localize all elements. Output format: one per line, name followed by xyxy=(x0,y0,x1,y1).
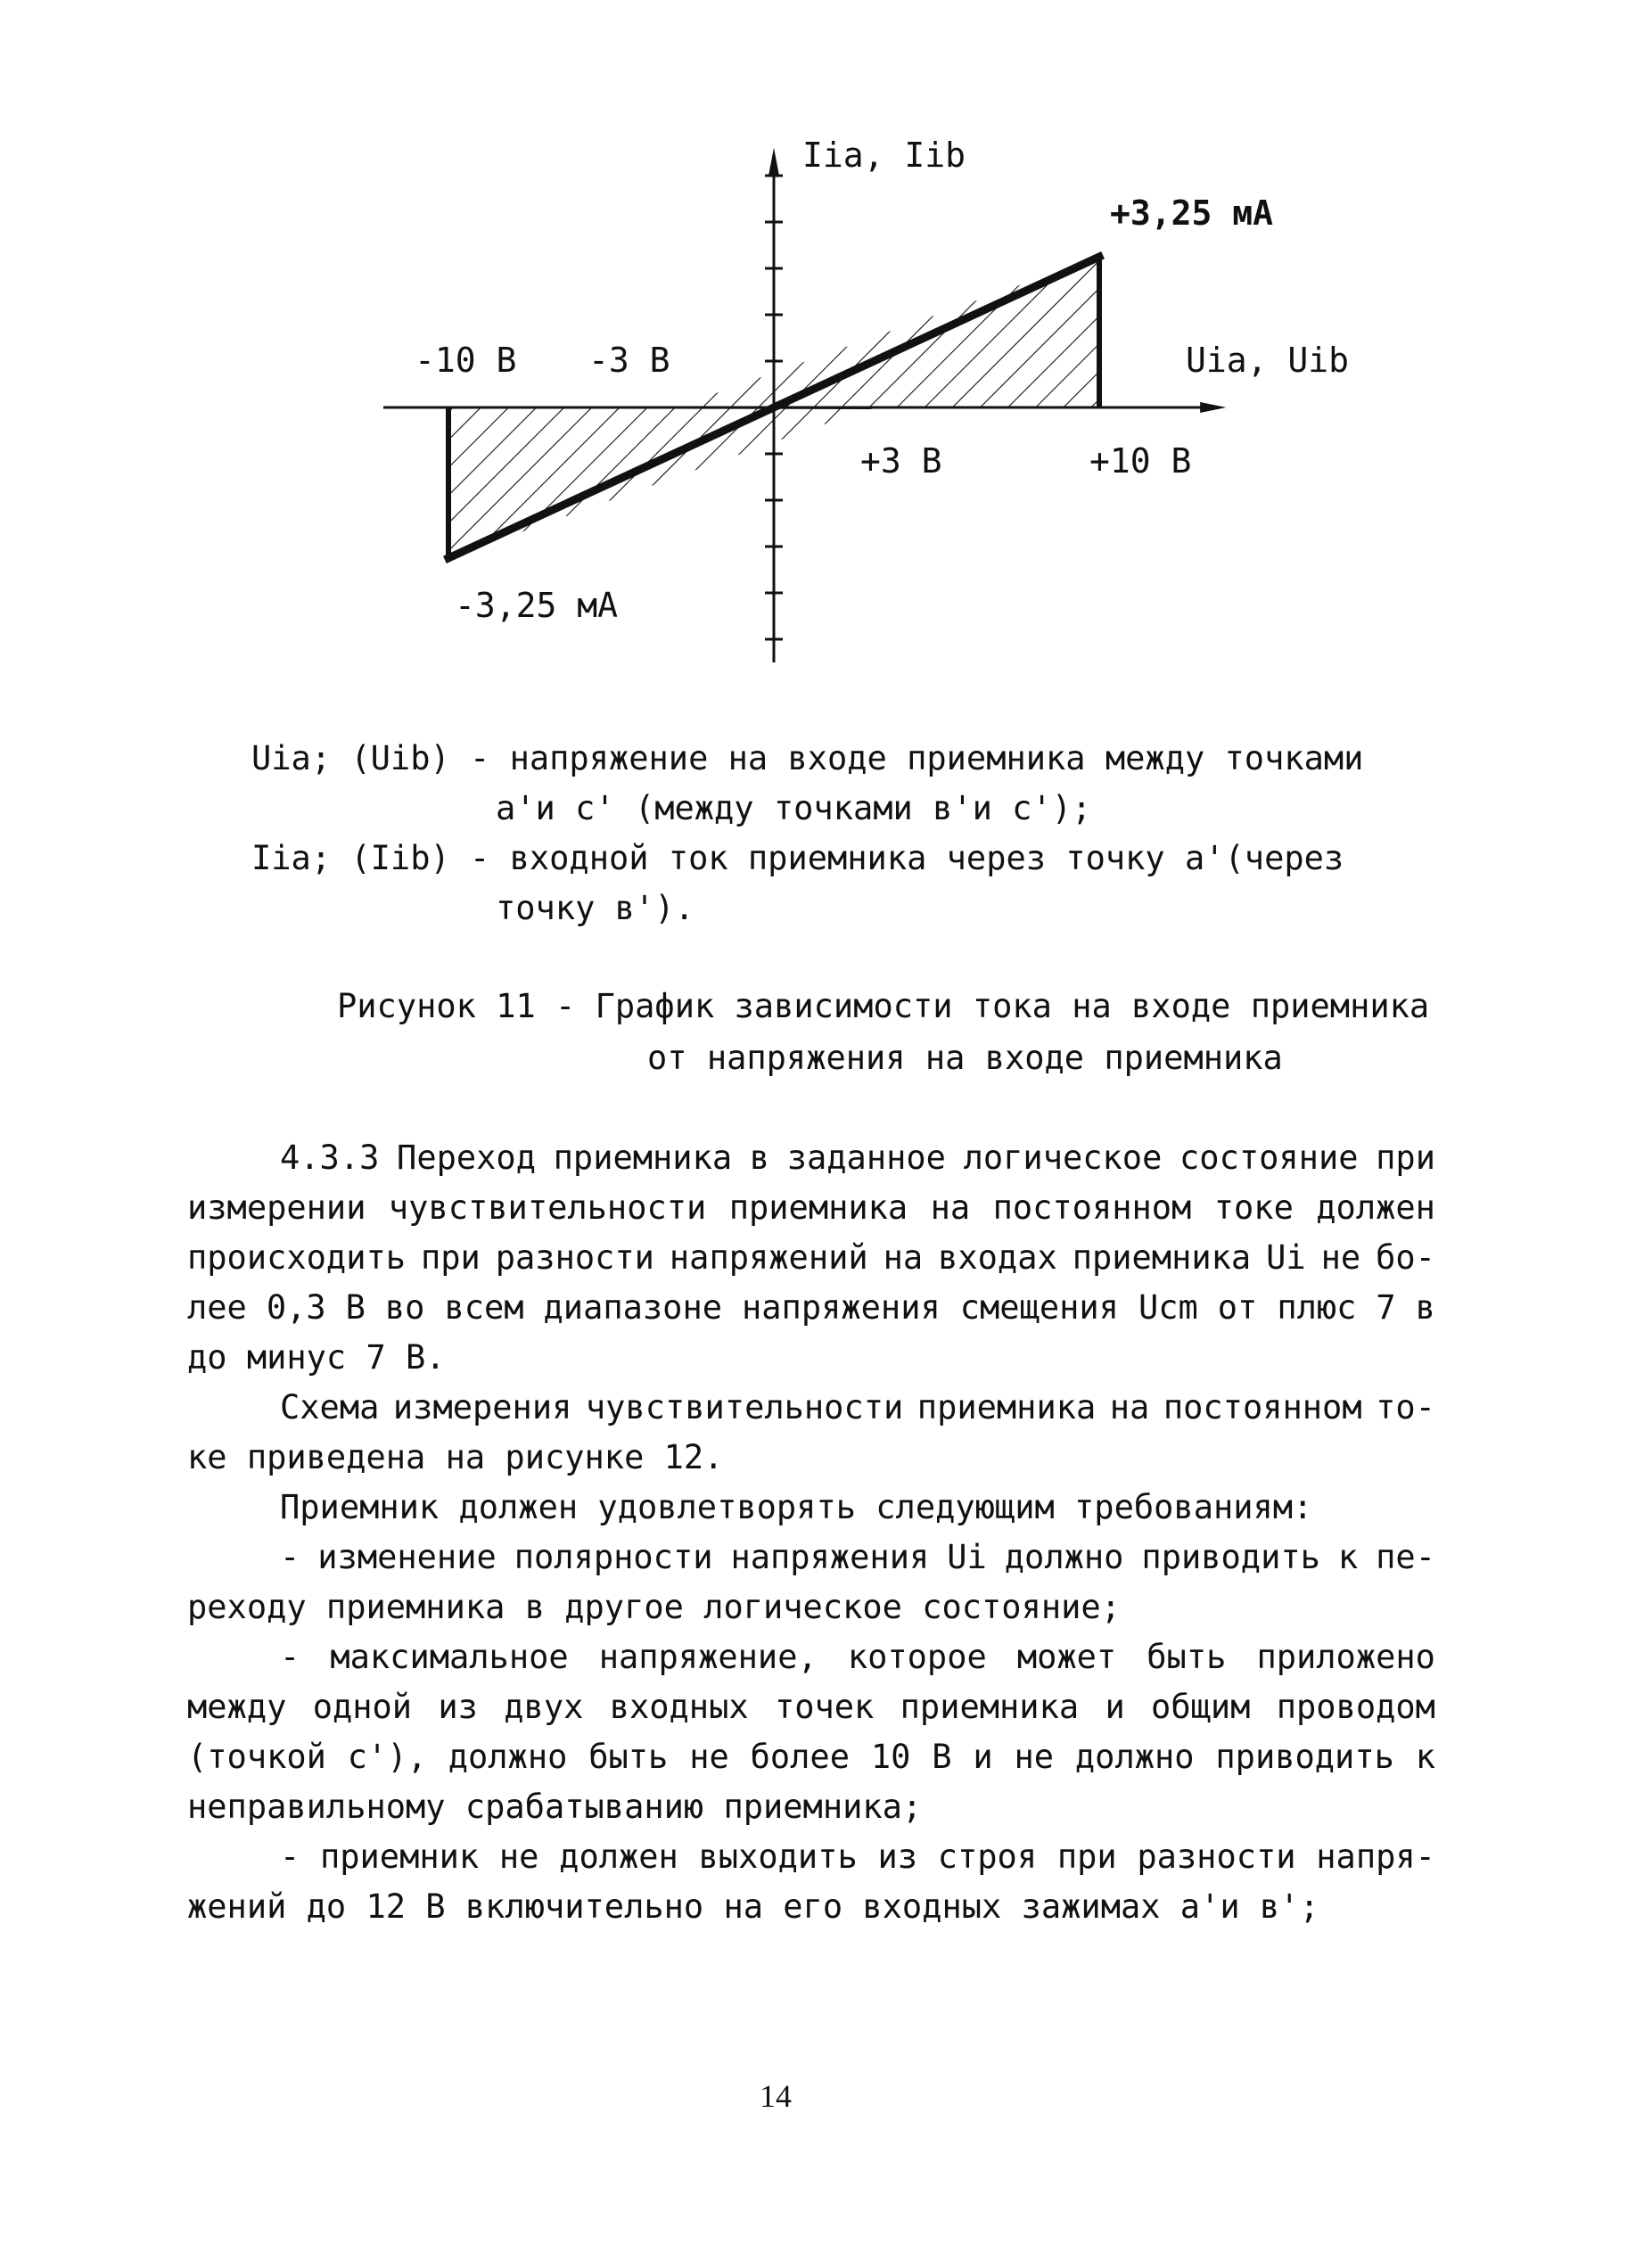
word: которое xyxy=(847,1638,987,1676)
word: логическое xyxy=(963,1139,1163,1177)
word: токе xyxy=(1213,1188,1294,1227)
word: напря- xyxy=(1316,1838,1435,1876)
legend-line-iia-cont: точку в'). xyxy=(496,889,694,927)
word: приводить xyxy=(1215,1738,1394,1776)
word: выходить xyxy=(698,1838,858,1876)
word: из xyxy=(438,1688,478,1726)
word: смещения xyxy=(959,1288,1119,1327)
x-tick-label-pos-3: +3 В xyxy=(860,441,942,481)
word: во xyxy=(384,1288,425,1327)
body-line: до минус 7 В. xyxy=(187,1338,446,1377)
word: состояние xyxy=(1179,1139,1359,1177)
word: 7 xyxy=(1376,1288,1396,1327)
word: диапазоне xyxy=(543,1288,723,1327)
word: при xyxy=(1056,1838,1117,1876)
word: напряжения xyxy=(730,1538,930,1576)
body-line xyxy=(187,1288,1435,1327)
bullet-line: неправильному срабатыванию приемника; xyxy=(187,1788,923,1826)
lower-region-hatch xyxy=(448,407,872,558)
word: на xyxy=(883,1238,924,1277)
word: между xyxy=(187,1688,287,1726)
word: происходить xyxy=(187,1238,407,1277)
word: чувствительности xyxy=(585,1388,904,1426)
word: должно xyxy=(1074,1738,1195,1776)
word: напряжение, xyxy=(598,1638,818,1676)
word: - xyxy=(280,1838,300,1876)
word: разности xyxy=(495,1238,654,1277)
word: не xyxy=(1320,1238,1361,1277)
word: 10 xyxy=(870,1738,911,1776)
word: измерения xyxy=(392,1388,572,1426)
x-tick-label-pos-10: +10 В xyxy=(1089,441,1192,481)
current-voltage-chart xyxy=(0,0,1652,713)
word: напряжения xyxy=(742,1288,941,1327)
word: Переход xyxy=(397,1139,536,1177)
word: лее xyxy=(187,1288,247,1327)
word: 0,3 xyxy=(266,1288,326,1327)
word: (точкой xyxy=(187,1738,326,1776)
word: постоянном xyxy=(992,1188,1192,1227)
word: в xyxy=(749,1139,770,1177)
word: должен xyxy=(559,1838,678,1876)
word: строя xyxy=(937,1838,1038,1876)
upper-region-hatch xyxy=(677,257,1100,407)
word: Uсm xyxy=(1138,1288,1198,1327)
word: к xyxy=(1415,1738,1435,1776)
word: бо- xyxy=(1376,1238,1435,1277)
word: напряжений xyxy=(669,1238,868,1277)
word: входных xyxy=(609,1688,749,1726)
word: в xyxy=(1415,1288,1435,1327)
word: не xyxy=(498,1838,539,1876)
word: измерении xyxy=(187,1188,366,1227)
word: быть xyxy=(588,1738,669,1776)
word: из xyxy=(877,1838,918,1876)
word: Ui xyxy=(947,1538,987,1576)
word: на xyxy=(930,1188,971,1227)
figure-caption-line-1: Рисунок 11 - График зависимости тока на входе приемника xyxy=(337,987,1430,1025)
word: приемник xyxy=(319,1838,480,1876)
word: приводить xyxy=(1141,1538,1320,1576)
word: приемника xyxy=(1072,1238,1252,1277)
word: точек xyxy=(774,1688,875,1726)
word: изменение xyxy=(317,1538,497,1576)
bullet-line xyxy=(280,1638,1435,1676)
word: В xyxy=(345,1288,366,1327)
bullet-line xyxy=(187,1688,1435,1726)
bullet-line: реходу приемника в другое логическое состояние; xyxy=(187,1588,1121,1626)
legend-line-uia: Uia; (Uib) - напряжение на входе приемника между точками xyxy=(251,739,1364,777)
figure-caption-line-2: от напряжения на входе приемника xyxy=(647,1039,1283,1077)
word: на xyxy=(1109,1388,1150,1426)
x-axis-arrow xyxy=(1200,402,1226,413)
word: то- xyxy=(1376,1388,1435,1426)
word: - xyxy=(280,1538,300,1576)
legend-line-iia: Iia; (Iib) - входной ток приемника через точку а'(через xyxy=(251,839,1344,877)
word: всем xyxy=(444,1288,524,1327)
word: не xyxy=(1014,1738,1055,1776)
word: плюс xyxy=(1277,1288,1357,1327)
bullet-line xyxy=(280,1538,1435,1576)
word: входах xyxy=(938,1238,1057,1277)
word: приложено xyxy=(1256,1638,1435,1676)
word: проводом xyxy=(1276,1688,1435,1726)
x-tick-label-neg-3: -3 В xyxy=(588,341,670,380)
word: Схема xyxy=(280,1388,380,1426)
y-axis-label: Iia, Iib xyxy=(802,136,966,175)
y-axis-arrow xyxy=(768,148,779,176)
word: 4.3.3 xyxy=(280,1139,380,1177)
word: от xyxy=(1217,1288,1258,1327)
word: должно xyxy=(448,1738,568,1776)
body-line: Приемник должен удовлетворять следующим требованиям: xyxy=(280,1488,1313,1526)
body-line xyxy=(280,1388,1435,1426)
word: максимальное xyxy=(330,1638,569,1676)
bullet-line xyxy=(280,1838,1435,1876)
y-min-label: -3,25 мА xyxy=(455,586,619,625)
word: заданное xyxy=(786,1139,946,1177)
page-number: 14 xyxy=(760,2078,792,2114)
word: и xyxy=(1105,1688,1125,1726)
body-line xyxy=(187,1188,1435,1227)
word: полярности xyxy=(514,1538,713,1576)
word: с'), xyxy=(347,1738,427,1776)
word: - xyxy=(280,1638,300,1676)
word: Ui xyxy=(1266,1238,1306,1277)
x-axis-label: Uia, Uib xyxy=(1186,341,1350,380)
legend-line-uia-cont: а'и с' (между точками в'и с'); xyxy=(496,789,1092,827)
body-line xyxy=(187,1238,1435,1277)
word: разности xyxy=(1137,1838,1296,1876)
word: при xyxy=(1376,1139,1435,1177)
word: к xyxy=(1337,1538,1359,1576)
word: постоянном xyxy=(1163,1388,1362,1426)
bullet-line xyxy=(187,1738,1435,1776)
x-tick-label-neg-10: -10 В xyxy=(415,341,517,380)
word: приемника xyxy=(728,1188,908,1227)
word: приемника xyxy=(916,1388,1097,1426)
bullet-line: жений до 12 В включительно на его входных зажимах а'и в'; xyxy=(187,1887,1319,1926)
word: В xyxy=(932,1738,952,1776)
word: двух xyxy=(504,1688,584,1726)
body-line: ке приведена на рисунке 12. xyxy=(187,1438,724,1476)
word: одной xyxy=(312,1688,413,1726)
word: быть xyxy=(1147,1638,1227,1676)
word: не xyxy=(689,1738,729,1776)
word: более xyxy=(750,1738,850,1776)
word: пе- xyxy=(1376,1538,1435,1576)
y-max-label: +3,25 мА xyxy=(1110,193,1274,233)
word: приемника xyxy=(900,1688,1080,1726)
word: приемника xyxy=(553,1139,733,1177)
word: и xyxy=(973,1738,993,1776)
body-line xyxy=(280,1139,1435,1177)
word: при xyxy=(420,1238,481,1277)
word: чувствительности xyxy=(388,1188,707,1227)
word: общим xyxy=(1151,1688,1251,1726)
word: должно xyxy=(1004,1538,1124,1576)
word: может xyxy=(1016,1638,1117,1676)
word: должен xyxy=(1316,1188,1435,1227)
